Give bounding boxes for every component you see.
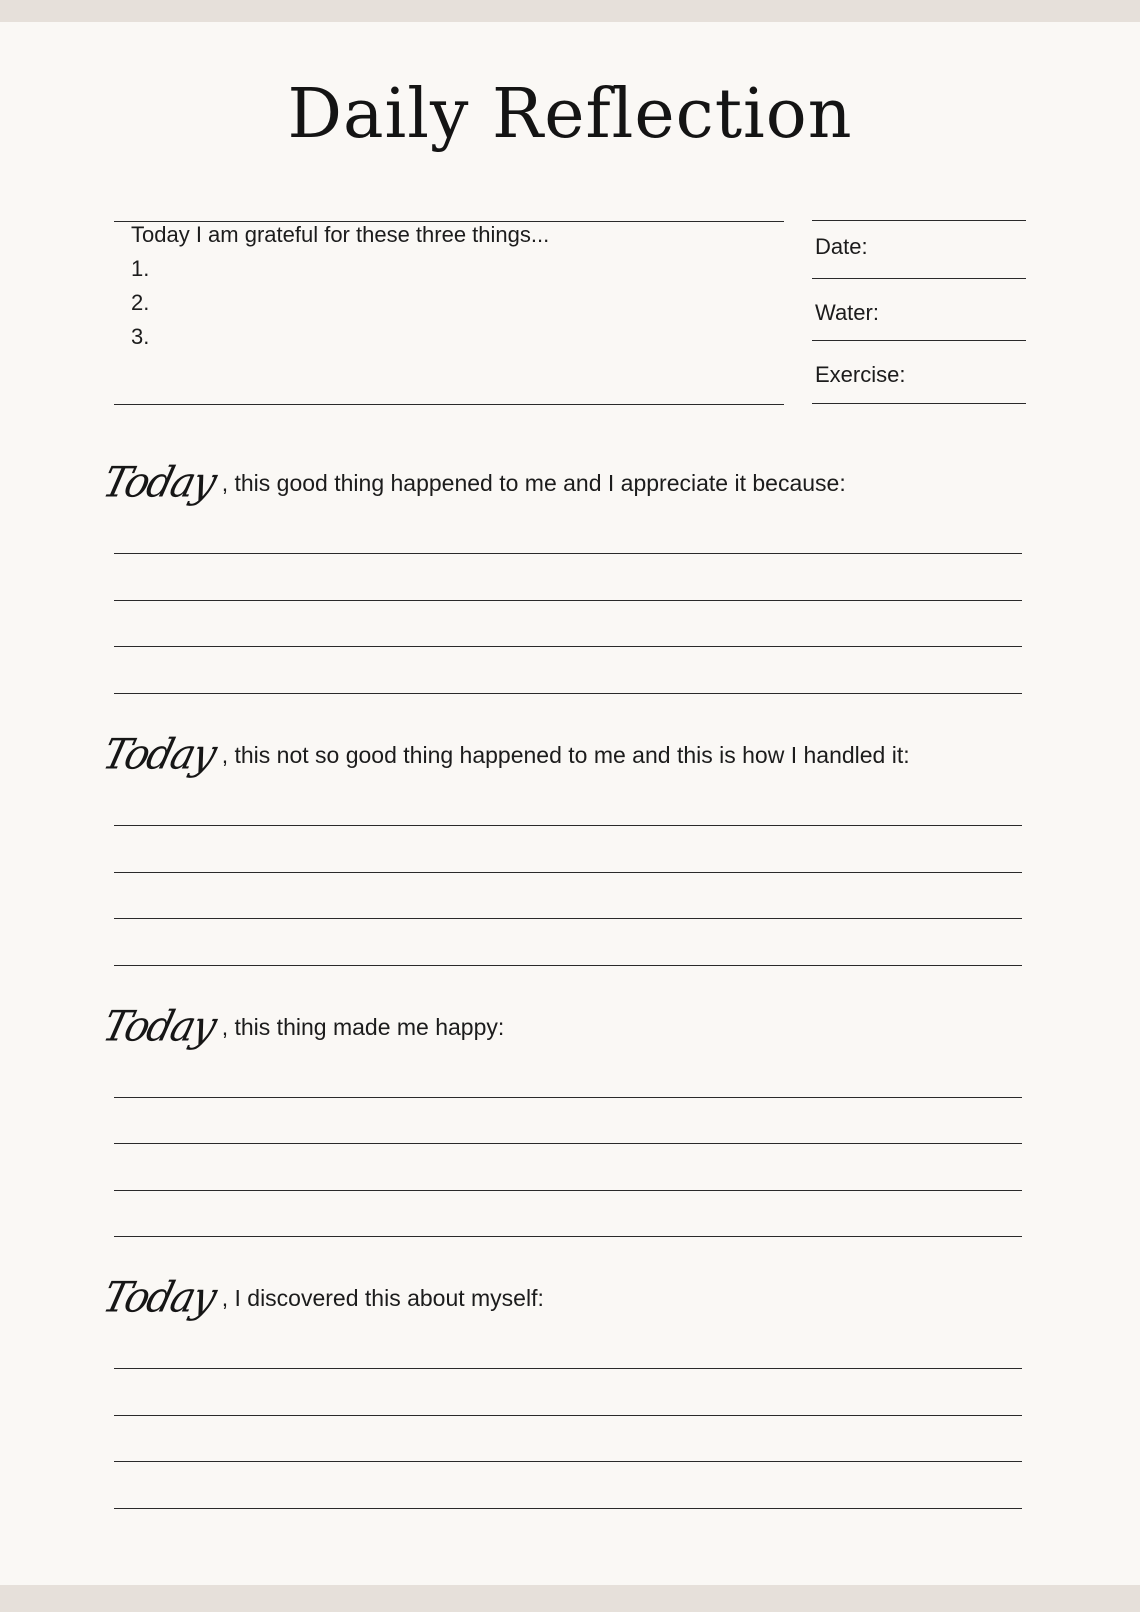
- section-4-text: , I discovered this about myself:: [221, 1284, 544, 1311]
- section-2-line-3[interactable]: [114, 918, 1022, 919]
- section-1-line-2[interactable]: [114, 600, 1022, 601]
- today-script: Today: [97, 730, 220, 780]
- gratitude-item-2[interactable]: 2.: [131, 290, 150, 315]
- today-script: Today: [97, 1273, 220, 1323]
- section-3-prompt: [97, 999, 505, 1055]
- section-4-line-2[interactable]: [114, 1415, 1022, 1416]
- date-label: Date:: [815, 234, 868, 259]
- section-1-line-1[interactable]: [114, 553, 1022, 554]
- section-1-line-4[interactable]: [114, 693, 1022, 694]
- gratitude-item-1[interactable]: 1.: [131, 256, 150, 281]
- date-field-line[interactable]: [812, 278, 1026, 279]
- section-4-line-3[interactable]: [114, 1461, 1022, 1462]
- section-2-line-4[interactable]: [114, 965, 1022, 966]
- gratitude-item-3[interactable]: 3.: [131, 324, 150, 349]
- section-3-text: , this thing made me happy:: [221, 1013, 505, 1040]
- section-3-line-4[interactable]: [114, 1236, 1022, 1237]
- section-4-prompt: [97, 1270, 544, 1326]
- today-script: Today: [97, 1002, 220, 1052]
- section-1-text: , this good thing happened to me and I appreciate it because:: [221, 469, 846, 496]
- section-2-prompt: [97, 727, 910, 783]
- section-3-line-1[interactable]: [114, 1097, 1022, 1098]
- section-3-line-2[interactable]: [114, 1143, 1022, 1144]
- section-4-line-1[interactable]: [114, 1368, 1022, 1369]
- water-label: Water:: [815, 300, 879, 325]
- page-title: Daily Reflection: [287, 75, 853, 154]
- water-field-line[interactable]: [812, 340, 1026, 341]
- gratitude-block: [131, 218, 549, 354]
- section-1-line-3[interactable]: [114, 646, 1022, 647]
- section-1-prompt: [97, 455, 846, 511]
- exercise-field-line[interactable]: [812, 403, 1026, 404]
- section-2-line-2[interactable]: [114, 872, 1022, 873]
- section-4-line-4[interactable]: [114, 1508, 1022, 1509]
- section-2-text: , this not so good thing happened to me and this is how I handled it:: [221, 741, 910, 768]
- today-script: Today: [97, 458, 220, 508]
- gratitude-bottom-rule: [114, 404, 784, 405]
- gratitude-intro: Today I am grateful for these three things...: [131, 222, 550, 247]
- section-2-line-1[interactable]: [114, 825, 1022, 826]
- side-rule-top: [812, 220, 1026, 221]
- section-3-line-3[interactable]: [114, 1190, 1022, 1191]
- exercise-label: Exercise:: [815, 362, 906, 387]
